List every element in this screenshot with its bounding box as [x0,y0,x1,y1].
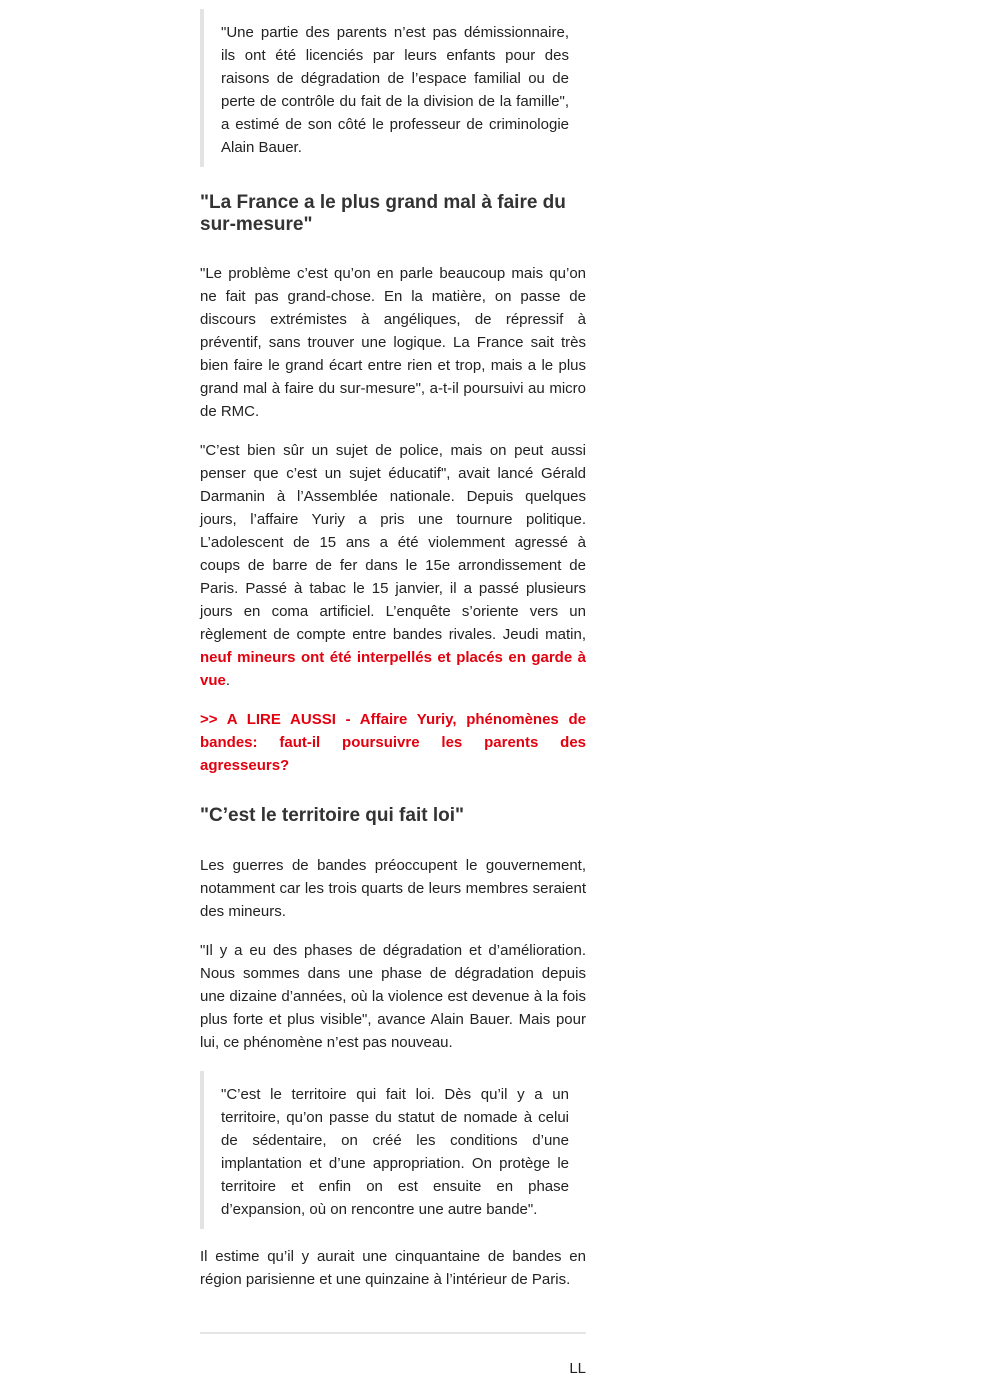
paragraph-probleme: "Le problème c’est qu’on en parle beaucoup mais qu’on ne fait pas grand-chose. En la matière, on passe de discours extrémistes à angéliques, de répressif à préventif, sans trouver une logique. La France sait très bien faire le grand écart entre rien et trop, mais a le plus grand mal à faire du sur-mesure", a-t-il poursuivi au micro de RMC. [200,265,586,420]
paragraph-darmanin-text: "C’est bien sûr un sujet de police, mais on peut aussi penser que c’est un sujet éducatif", avait lancé Gérald Darmanin à l’Assemblée nationale. Depuis quelques jours, l’affaire Yuriy a pris une tournure politique. L’adolescent de 15 ans a été violemment agressé à coups de barre de fer dans le 15e arrondissement de Paris. Passé à tabac le 15 janvier, il a passé plusieurs jours en coma artificiel. L’enquête s’oriente vers un règlement de compte entre bandes rivales. Jeudi matin, [200,442,586,643]
paragraph-darmanin [200,439,586,692]
blockquote-territoire [200,1071,586,1229]
quote-text: "Une partie des parents n’est pas démissionnaire, ils ont été licenciés par leurs enfants pour des raisons de dégradation de l’espace familial ou de perte de contrôle du fait de la division de la famille", a estimé de son côté le professeur de criminologie Alain Bauer. [221,24,569,156]
read-also-link[interactable]: >> A LIRE AUSSI - Affaire Yuriy, phénomènes de bandes: faut-il poursuivre les parents des agresseurs? [200,711,586,774]
section-heading-sur-mesure: "La France a le plus grand mal à faire du sur-mesure" [200,192,566,235]
paragraph-cinquantaine: Il estime qu’il y aurait une cinquantaine de bandes en région parisienne et une quinzaine à l’intérieur de Paris. [200,1248,586,1288]
paragraph-darmanin-end: . [225,672,231,689]
author-signature: LL [569,1360,586,1377]
article-body [200,0,586,1378]
section-heading-territoire: "C’est le territoire qui fait loi" [200,805,465,826]
blockquote-parents [200,9,586,167]
article-divider [200,1332,586,1334]
quote-text: "C’est le territoire qui fait loi. Dès qu’il y a un territoire, qu’on passe du statut de nomade à celui de sédentaire, on créé les conditions d’une implantation et d’une appropriation. On protège le territoire et enfin on est ensuite en phase d’expansion, où on rencontre une autre bande". [221,1086,569,1218]
paragraph-guerres-bandes: Les guerres de bandes préoccupent le gouvernement, notamment car les trois quarts de leurs membres seraient des mineurs. [200,857,586,920]
garde-a-vue-link[interactable]: neuf mineurs ont été interpellés et placés en garde à vue [200,649,586,689]
paragraph-phases: "Il y a eu des phases de dégradation et d’amélioration. Nous sommes dans une phase de dégradation depuis une dizaine d’années, où la violence est devenue à la fois plus forte et plus visible", avance Alain Bauer. Mais pour lui, ce phénomène n’est pas nouveau. [200,942,586,1051]
